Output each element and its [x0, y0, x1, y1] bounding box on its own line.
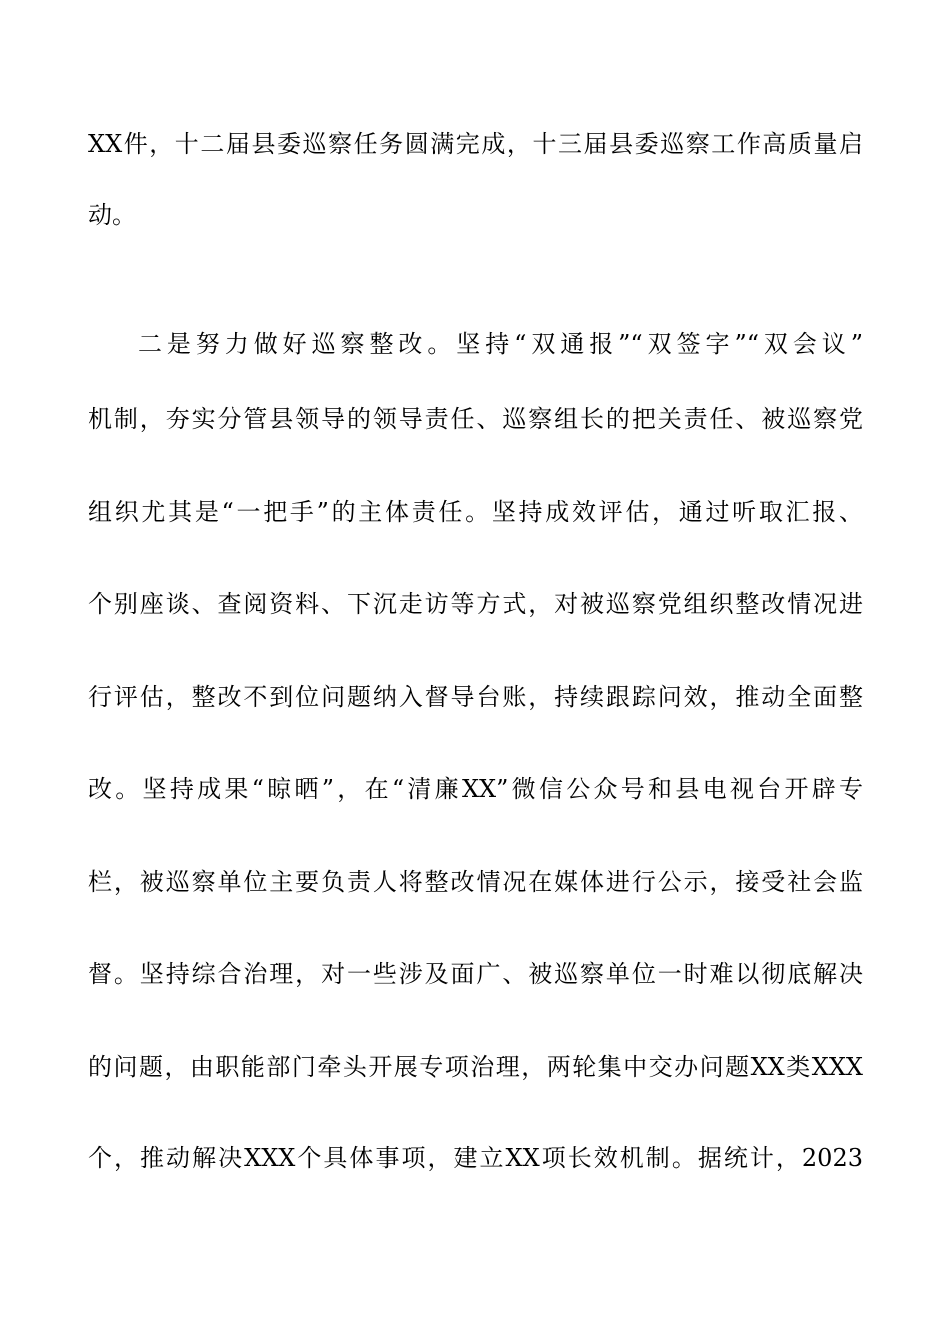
paragraph-2-first-line: 二是努力做好巡察整改。坚持“双通报”“双签字”“双会议” — [138, 330, 863, 358]
text-line-11: 的问题，由职能部门牵头开展专项治理，两轮集中交办问题XX类XXX — [88, 1053, 863, 1081]
text-line-4: 机制，夯实分管县领导的领导责任、巡察组长的把关责任、被巡察党 — [88, 405, 863, 433]
text-line-9: 栏，被巡察单位主要负责人将整改情况在媒体进行公示，接受社会监 — [88, 868, 863, 896]
text-line-6: 个别座谈、查阅资料、下沉走访等方式，对被巡察党组织整改情况进 — [88, 590, 863, 618]
text-line-10: 督。坚持综合治理，对一些涉及面广、被巡察单位一时难以彻底解决 — [88, 960, 863, 988]
text-line-8: 改。坚持成果“晾晒”，在“清廉XX”微信公众号和县电视台开辟专 — [88, 775, 863, 803]
text-line-12: 个，推动解决XXX个具体事项，建立XX项长效机制。据统计，2023 — [88, 1144, 863, 1172]
text-line-5: 组织尤其是“一把手”的主体责任。坚持成效评估，通过听取汇报、 — [88, 498, 863, 526]
text-line-1: XX件，十二届县委巡察任务圆满完成，十三届县委巡察工作高质量启 — [88, 130, 863, 158]
text-line-2: 动。 — [88, 201, 136, 229]
text-line-7: 行评估，整改不到位问题纳入督导台账，持续跟踪问效，推动全面整 — [88, 683, 863, 711]
